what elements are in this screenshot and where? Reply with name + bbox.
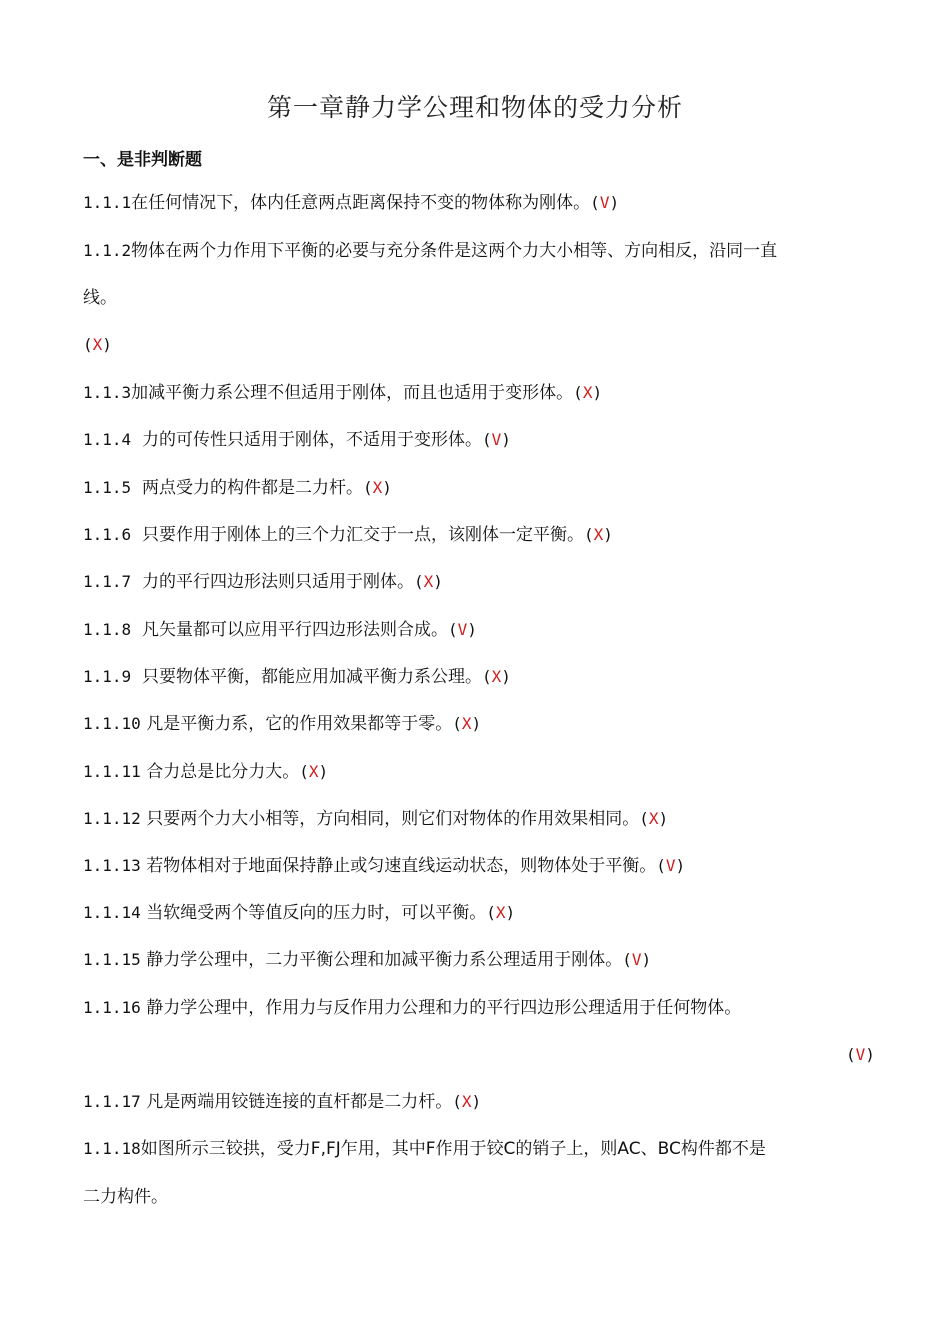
question-number: 1.1.11 [83, 762, 141, 781]
answer: (X) [362, 478, 392, 497]
question-text: 静力学公理中，作用力与反作用力公理和力的平行四边形公理适用于任何物体。 [146, 998, 742, 1018]
section-heading: 一、是非判断题 [83, 150, 202, 170]
question-item [83, 854, 685, 878]
question-number: 1.1.14 [83, 903, 141, 922]
answer-mark: X [582, 383, 593, 402]
answer: (X) [452, 1092, 482, 1111]
question-text: 在任何情况下，体内任意两点距离保持不变的物体称为刚体。 [131, 193, 591, 213]
question-text: 力的平行四边形法则只适用于刚体。 [141, 572, 414, 592]
question-item [83, 948, 651, 972]
answer: (V) [622, 950, 652, 969]
question-item [83, 807, 668, 831]
question-item [83, 665, 511, 689]
question-number: 1.1.2 [83, 241, 132, 260]
answer-mark: X [593, 525, 604, 544]
question-text: 若物体相对于地面保持静止或匀速直线运动状态，则物体处于平衡。 [146, 856, 657, 876]
answer: (V) [846, 1045, 875, 1064]
answer-mark: X [423, 572, 434, 591]
question-item [83, 712, 481, 736]
question-text: 凡是平衡力系，它的作用效果都等于零。 [146, 714, 453, 734]
page-title: 第一章静力学公理和物体的受力分析 [266, 93, 683, 122]
question-item [83, 239, 777, 263]
question-text: 如图所示三铰拱，受力F,FJ乍用，其中F作用于铰C的销子上，则AC、BC构件都不是 [140, 1139, 766, 1159]
question-number: 1.1.5 [83, 478, 132, 497]
answer-mark: X [648, 809, 659, 828]
answer-mark: X [461, 1092, 472, 1111]
answer-mark: X [491, 667, 502, 686]
question-number: 1.1.3 [83, 383, 132, 402]
answer: (X) [583, 525, 613, 544]
question-number: 1.1.15 [83, 950, 141, 969]
question-text: 物体在两个力作用下平衡的必要与充分条件是这两个力大小相等、方向相反，沿同一直 [131, 241, 778, 261]
answer-mark: V [491, 430, 502, 449]
answer-mark: X [372, 478, 383, 497]
question-text: 静力学公理中，二力平衡公理和加减平衡力系公理适用于刚体。 [146, 950, 623, 970]
answer-mark: X [308, 762, 319, 781]
question-text: 力的可传性只适用于刚体，不适用于变形体。 [141, 430, 482, 450]
question-text: 两点受力的构件都是二力杆。 [141, 478, 363, 498]
question-item [83, 618, 477, 642]
answer: (X) [452, 714, 482, 733]
question-number: 1.1.1 [83, 193, 132, 212]
answer: (V) [590, 193, 620, 212]
question-text-continued: 二力构件。 [83, 1187, 168, 1207]
question-text: 只要两个力大小相等，方向相同，则它们对物体的作用效果相同。 [146, 809, 640, 829]
question-item [83, 996, 741, 1020]
question-number: 1.1.10 [83, 714, 141, 733]
answer: (V) [481, 430, 511, 449]
question-text: 加减平衡力系公理不但适用于刚体，而且也适用于变形体。 [131, 383, 574, 403]
question-number: 1.1.7 [83, 572, 132, 591]
answer: (X) [486, 903, 516, 922]
question-number: 1.1.13 [83, 856, 141, 875]
answer-mark: V [599, 193, 610, 212]
question-text: 凡是两端用铰链连接的直杆都是二力杆。 [146, 1092, 453, 1112]
answer-mark: V [631, 950, 642, 969]
question-item [83, 381, 602, 405]
question-number: 1.1.4 [83, 430, 132, 449]
question-item [83, 191, 619, 215]
answer: (V) [447, 620, 477, 639]
answer: (X) [573, 383, 603, 402]
answer-mark: V [665, 856, 676, 875]
question-item [83, 1137, 766, 1161]
question-item [83, 523, 613, 547]
question-text-continued: 线。 [83, 288, 117, 308]
question-item [83, 476, 392, 500]
answer: (X) [481, 667, 511, 686]
question-number: 1.1.12 [83, 809, 141, 828]
question-number: 1.1.9 [83, 667, 132, 686]
answer-mark: X [461, 714, 472, 733]
question-number: 1.1.6 [83, 525, 132, 544]
question-number: 1.1.8 [83, 620, 132, 639]
question-text: 合力总是比分力大。 [146, 762, 300, 782]
answer-mark: V [457, 620, 468, 639]
question-item [83, 901, 515, 925]
answer: (X) [299, 762, 329, 781]
question-text: 凡矢量都可以应用平行四边形法则合成。 [141, 620, 448, 640]
question-item [83, 428, 511, 452]
question-number: 1.1.17 [83, 1092, 141, 1111]
question-number: 1.1.16 [83, 998, 141, 1017]
question-item [83, 1090, 481, 1114]
answer: (X) [639, 809, 669, 828]
question-number: 1.1.18 [83, 1139, 141, 1158]
answer-mark: X [495, 903, 506, 922]
question-text: 只要作用于刚体上的三个力汇交于一点，该刚体一定平衡。 [141, 525, 584, 545]
question-text: 当软绳受两个等值反向的压力时，可以平衡。 [146, 903, 487, 923]
answer-mark: V [855, 1045, 866, 1064]
answer: (X) [83, 335, 112, 354]
question-text: 只要物体平衡，都能应用加减平衡力系公理。 [141, 667, 482, 687]
question-item [83, 570, 443, 594]
answer: (V) [656, 856, 686, 875]
answer-mark: X [92, 335, 103, 354]
question-item [83, 760, 328, 784]
answer: (X) [413, 572, 443, 591]
